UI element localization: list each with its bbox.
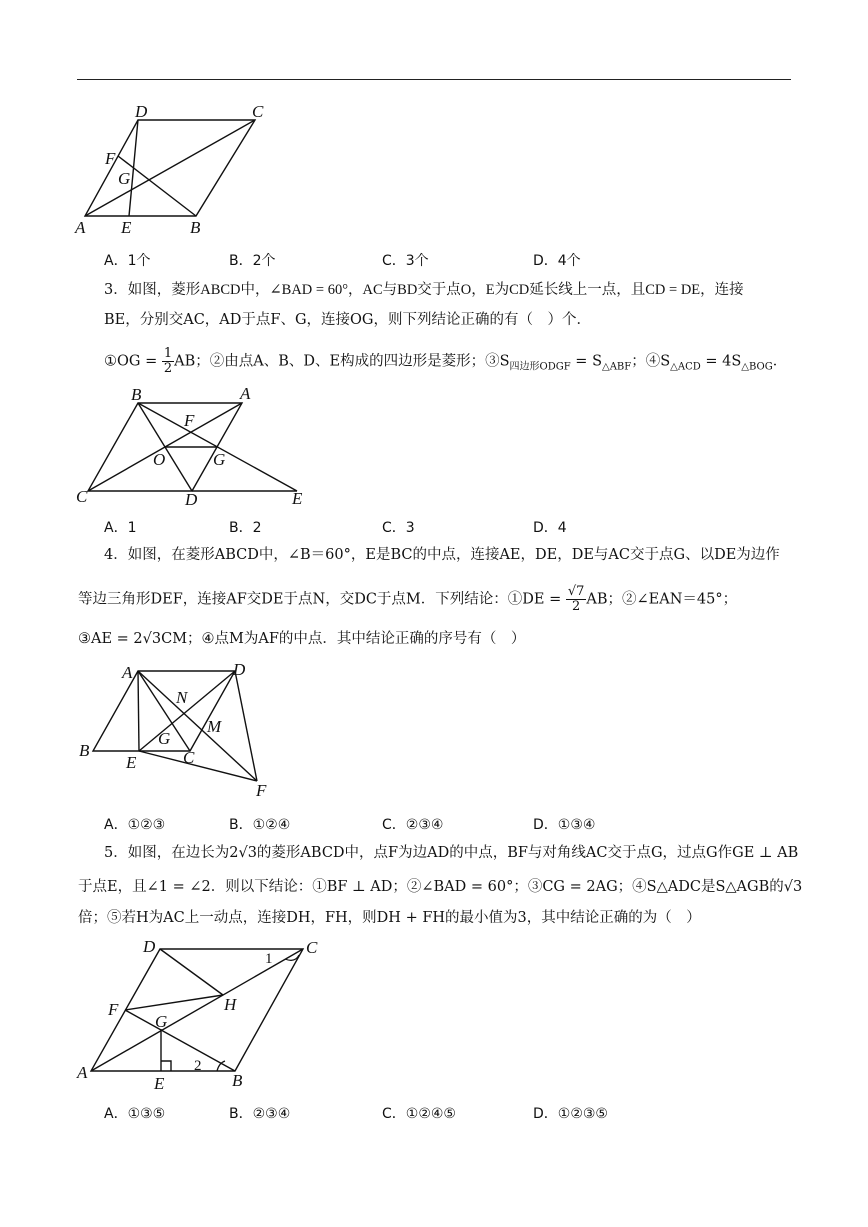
q2-option-b[interactable]: B．2个 [229,253,276,269]
q5-text-3: 倍；⑤若H为AC上一动点，连接DH，FH，则DH + FH的最小值为3，其中结论正确的为（ ） [78,910,701,926]
q3-label-o: O [153,450,166,469]
q2-diagonal-ac [85,120,255,216]
q2-options [0,250,868,272]
q2-label-c: C [252,102,264,121]
q3-label-d: D [185,490,198,509]
q2-option-a[interactable]: A．1个 [104,253,151,269]
q5-option-c[interactable]: C．①②④⑤ [382,1106,456,1122]
header-rule [77,79,791,80]
q4-text-3: ③AE = 2√3CM；④点M为AF的中点．其中结论正确的序号有（ ） [78,631,526,647]
q3-frac-den: 2 [163,361,173,376]
q4-label-a: A [122,663,133,682]
q3-figure [72,383,317,508]
q2-option-c[interactable]: C．3个 [382,253,429,269]
q2-label-e: E [121,218,132,237]
q5-label-h: H [224,995,237,1014]
q3-line1 [104,279,794,301]
q4-line2 [78,585,768,614]
q3-option-a[interactable]: A．1 [104,520,137,536]
q5-label-f: F [108,1000,119,1019]
q2-option-d[interactable]: D．4个 [533,253,581,269]
q5-line1 [104,842,799,864]
q4-label-d: D [233,660,246,679]
q4-segment-de [139,671,235,751]
q2-label-b: B [190,218,201,237]
q2-label-g: G [118,169,131,188]
q3-option-c[interactable]: C．3 [382,520,415,536]
q3-label-f: F [184,411,195,430]
q5-label-c: C [306,938,318,957]
q3-claim3-tail: ； [631,353,646,370]
q5-text-2: 于点E，且∠1 = ∠2．则以下结论：①BF ⊥ AD；②∠BAD = 60°；③CG = 2AG；④S△ADC是S△AGB的√3 [78,879,803,895]
q5-text-1: 如图，在边长为2√3的菱形ABCD中，点F为边AD的中点，BF与对角线AC交于点G，过点G作GE ⊥ AB [127,845,799,861]
q5-options [0,1103,868,1125]
q4-label-b: B [79,741,90,760]
q3-claim3-sub: 四边形ODGF [509,361,571,373]
q4-segment-af [138,671,257,781]
q3-fraction [162,347,174,376]
q3-option-b[interactable]: B．2 [229,520,262,536]
q4-option-c[interactable]: C．②③④ [382,817,444,833]
q4-text-2a: 等边三角形DEF，连接AF交DE于点N，交DC于点M．下列结论：①DE = [78,591,566,608]
q3-label-a: A [240,384,251,403]
q3-option-d[interactable]: D．4 [533,520,567,536]
q3-text-1: 如图，菱形ABCD中，∠BAD = 60°，AC与BD交于点O，E为CD延长线上一点，且CD = DE，连接 [127,282,744,298]
q5-label-e: E [154,1074,165,1093]
q3-text-2: BE，分别交AC，AD于点F、G，连接OG，则下列结论正确的有（ ）个． [104,312,592,328]
q4-options [0,814,868,836]
q4-segment-ef [139,751,257,781]
q3-claim4-sub: △ACD [670,361,701,373]
q3-label-e: E [292,489,303,508]
q3-claim2: ②由点A、B、D、E构成的四边形是菱形； [209,353,486,370]
q5-right-angle-mark [161,1061,171,1071]
q5-number: 5． [104,845,128,861]
q3-line2 [104,309,794,331]
q3-label-b: B [131,385,142,404]
q4-label-g: G [158,729,171,748]
q5-label-b: B [232,1071,243,1090]
q5-segment-fh [125,995,223,1010]
q3-claim4-mid: = 4S [700,353,742,370]
q3-claim1-tail: AB； [174,353,210,370]
q4-line3 [78,628,768,650]
q4-text-2b: AB；②∠EAN＝45°； [586,591,738,608]
q4-line1 [104,544,794,566]
q5-line3 [78,907,768,929]
q5-option-a[interactable]: A．①③⑤ [104,1106,166,1122]
q3-options [0,517,868,539]
q4-text-1: 如图，在菱形ABCD中，∠B＝60°，E是BC的中点，连接AE，DE，DE与AC交于点G、以DE为边作 [127,547,780,563]
q5-label-g: G [155,1012,168,1031]
q4-option-b[interactable]: B．①②④ [229,817,291,833]
q3-claim4-sub2: △BOG [741,361,773,373]
q4-label-f: F [256,781,267,800]
q4-option-a[interactable]: A．①②③ [104,817,166,833]
q3-claim3-mid: = S [570,353,603,370]
q4-frac-den: 2 [571,599,581,614]
q4-label-c: C [183,748,195,767]
q4-label-e: E [126,753,137,772]
q5-label-angle2: 2 [194,1058,202,1074]
q5-figure [73,933,338,1093]
q4-figure [73,658,273,803]
q5-label-a: A [77,1063,88,1082]
q5-line2 [78,876,803,898]
q3-claim4: ④S [645,353,671,370]
q3-label-g: G [213,450,226,469]
q4-label-m: M [207,717,222,736]
q3-claim1: ①OG = [104,353,162,370]
q4-frac-num: √7 [567,584,585,599]
q4-option-d[interactable]: D．①③④ [533,817,596,833]
q2-label-f: F [105,149,116,168]
q3-label-c: C [76,487,88,506]
q5-label-d: D [143,937,156,956]
q2-label-d: D [135,102,148,121]
q3-claim3-sub2: △ABF [602,361,632,373]
q5-label-angle1: 1 [265,951,273,967]
q3-claim4-tail: ． [772,353,788,370]
q4-label-n: N [176,688,188,707]
q5-option-d[interactable]: D．①②③⑤ [533,1106,608,1122]
q3-line3 [104,347,794,378]
q5-segment-dh [160,949,223,995]
q2-figure [70,95,290,240]
q3-frac-num: 1 [163,346,173,361]
q5-option-b[interactable]: B．②③④ [229,1106,291,1122]
q4-segment-ae [138,671,139,751]
q4-number: 4． [104,547,128,563]
q3-number: 3． [104,282,128,298]
q2-label-a: A [75,218,86,237]
q4-fraction [566,585,587,614]
q5-diagonal-ac [91,949,303,1071]
q3-claim3: ③S [485,353,510,370]
